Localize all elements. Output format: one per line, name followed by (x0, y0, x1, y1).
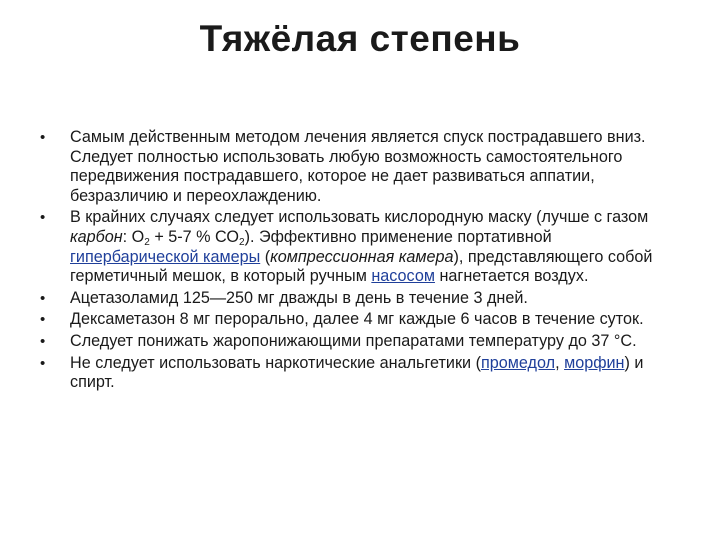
bullet-item-descent (40, 128, 680, 206)
bullet-text-part: ( (260, 247, 271, 266)
subscript: 2 (239, 236, 245, 248)
bullet-text: Дексаметазон 8 мг перорально, далее 4 мг каждые 6 часов в течение суток. (70, 310, 644, 329)
bullet-item-acetazolamide (40, 289, 680, 309)
link-morphine[interactable]: морфин (564, 353, 625, 372)
bullet-text-part: В крайних случаях следует использовать кислородную маску (лучше с газом (70, 208, 649, 227)
link-pump[interactable]: насосом (371, 267, 435, 286)
bullet-marker: • (40, 289, 46, 307)
bullet-text-part: : О (122, 227, 145, 246)
bullet-text-part: , (555, 353, 565, 372)
link-promedol[interactable]: промедол (480, 353, 556, 372)
bullet-text: Следует понижать жаропонижающими препаратами температуру до 37 °С. (70, 331, 637, 350)
bullet-marker: • (40, 311, 46, 329)
carbon-term: карбон (70, 227, 123, 246)
bullet-marker: • (40, 332, 46, 350)
bullet-item-temperature (40, 332, 680, 352)
bullet-text-part: ), представляющего собой герметичный мешок, в который ручным (70, 247, 653, 286)
bullet-list (40, 128, 680, 395)
bullet-text: Самым действенным методом лечения является спуск пострадавшего вниз. Следует полностью использовать любую возможность самостоятельного передвижения пострадавшего, которое не дает развиваться аппатии, безразличию и переохлаждению. (70, 128, 646, 205)
compression-chamber-term: компрессионная камера (270, 247, 454, 266)
bullet-marker: • (40, 209, 46, 227)
bullet-text-part: + 5-7 % СО (149, 227, 239, 246)
bullet-text-part: нагнетается воздух. (434, 267, 589, 286)
bullet-item-analgesics (40, 354, 680, 393)
bullet-text-part: ). Эффективно применение портативной (244, 227, 552, 246)
bullet-text: Ацетазоламид 125—250 мг дважды в день в течение 3 дней. (70, 288, 528, 307)
bullet-marker: • (40, 129, 46, 146)
subscript: 2 (144, 236, 150, 248)
slide-title: Тяжёлая степень (199, 18, 521, 59)
link-hyperbaric-chamber[interactable]: гипербарической камеры (70, 247, 261, 266)
bullet-marker: • (40, 354, 46, 372)
bullet-text-part: Не следует использовать наркотические анальгетики ( (70, 353, 481, 372)
bullet-item-dexamethasone (40, 310, 680, 330)
bullet-item-oxygen (40, 208, 680, 286)
bullet-text-part: ) и спирт. (70, 353, 644, 392)
